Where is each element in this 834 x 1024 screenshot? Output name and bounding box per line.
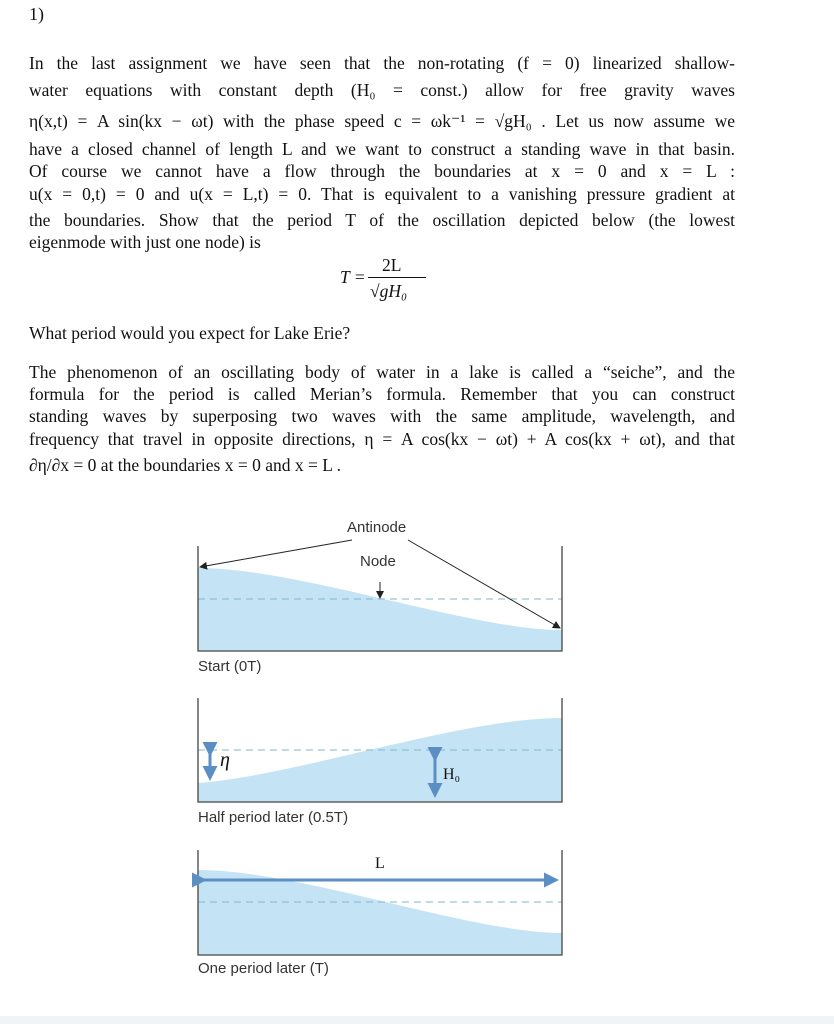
text-line: formula for the period is called Merian’s formula. Remember that you can construct bbox=[29, 384, 735, 404]
text-line: frequency that travel in opposite directions, η = A cos(kx − ωt) + A cos(kx + ωt), and that bbox=[29, 429, 735, 449]
node-label: Node bbox=[360, 553, 396, 570]
page-footer-bar bbox=[0, 1016, 834, 1024]
text-line: the boundaries. Show that the period T of the oscillation depicted below (the lowest bbox=[29, 210, 735, 230]
text-line: In the last assignment we have seen that the non-rotating (f = 0) linearized shallow- bbox=[29, 53, 735, 73]
problem-number: 1) bbox=[29, 4, 44, 24]
text-line: η(x,t) = A sin(kx − ωt) with the phase speed c = ωk⁻¹ = √gH₀ . Let us now assume we bbox=[29, 111, 735, 131]
text-line: Of course we cannot have a flow through the boundaries at x = 0 and x = L : bbox=[29, 161, 735, 181]
water-half bbox=[198, 718, 562, 802]
formula-denominator: √gH₀ bbox=[370, 281, 408, 301]
text-line: water equations with constant depth (H₀ = const.) allow for free gravity waves bbox=[29, 80, 735, 100]
text-line: The phenomenon of an oscillating body of water in a lake is called a “seiche”, and the bbox=[29, 362, 735, 382]
text-line: have a closed channel of length L and we want to construct a standing wave in that basin. bbox=[29, 139, 735, 159]
h0-label: H₀ bbox=[443, 766, 461, 783]
question-text: What period would you expect for Lake Erie? bbox=[29, 323, 351, 343]
start-caption: Start (0T) bbox=[198, 658, 262, 675]
water-start bbox=[198, 568, 562, 651]
text-line: ∂η/∂x = 0 at the boundaries x = 0 and x = L . bbox=[29, 455, 342, 475]
text-line: u(x = 0,t) = 0 and u(x = L,t) = 0. That is equivalent to a vanishing pressure gradient at bbox=[29, 184, 735, 204]
antinode-arrow-left bbox=[200, 540, 352, 567]
length-label: L bbox=[375, 855, 385, 872]
antinode-label: Antinode bbox=[347, 519, 407, 536]
full-period-caption: One period later (T) bbox=[198, 960, 329, 977]
half-period-caption: Half period later (0.5T) bbox=[198, 809, 349, 826]
formula-lhs: T = bbox=[340, 267, 366, 287]
text-line: eigenmode with just one node) is bbox=[29, 232, 261, 252]
water-full bbox=[198, 870, 562, 955]
text-line: standing waves by superposing two waves with the same amplitude, wavelength, and bbox=[29, 406, 735, 426]
eta-label: η bbox=[220, 749, 230, 771]
formula-numerator: 2L bbox=[382, 255, 402, 275]
